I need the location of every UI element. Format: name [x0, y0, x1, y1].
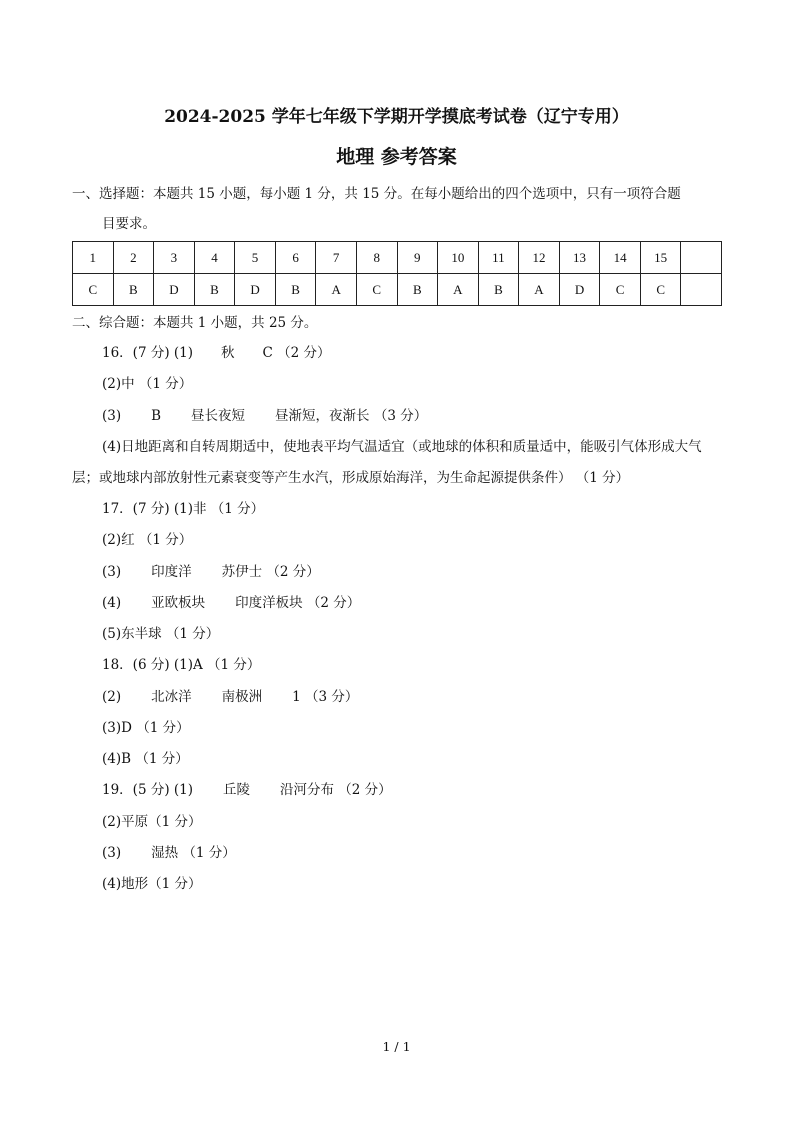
q19-part3-climate: 湿热 （1 分） [151, 845, 236, 861]
answer-table-number-row [73, 242, 722, 274]
q18-part2-number: 1 （3 分） [292, 689, 359, 705]
question-number-cell: 9 [397, 242, 438, 274]
answer-table [72, 241, 722, 306]
page-number: 1 / 1 [382, 1039, 411, 1054]
answer-cell: C [73, 274, 114, 306]
q17-line4 [102, 593, 360, 613]
q19-line2: (2)平原（1 分） [102, 814, 202, 830]
q16-line4: (4)日地距离和自转周期适中，使地表平均气温适宜（或地球的体积和质量适中，能吸引气体形成大气 [102, 439, 702, 455]
q18-line2 [102, 687, 358, 707]
question-number-cell: 2 [113, 242, 154, 274]
question-number-cell: 10 [438, 242, 479, 274]
section1-instructions-cont: 目要求。 [102, 216, 156, 232]
question-number-cell: 4 [194, 242, 235, 274]
q19-line4: (4)地形（1 分） [102, 876, 202, 892]
answer-cell: B [194, 274, 235, 306]
q17-line1: 17．(7 分) (1)非 （1 分） [102, 501, 265, 517]
document-title: 2024-2025 学年七年级下学期开学摸底考试卷（辽宁专用） [164, 107, 629, 127]
answer-cell: C [600, 274, 641, 306]
question-number-cell: 6 [275, 242, 316, 274]
q16-line5: 层；或地球内部放射性元素衰变等产生水汽，形成原始海洋，为生命起源提供条件） （1 分） [72, 470, 630, 486]
answer-cell: A [316, 274, 357, 306]
q19-line1 [102, 780, 392, 800]
question-number-cell: 3 [154, 242, 195, 274]
q16-line2: (2)中 （1 分） [102, 376, 193, 392]
q18-part2-ocean: 北冰洋 [151, 689, 192, 705]
q16-line3 [102, 406, 427, 426]
q19-part1-distribution: 沿河分布 （2 分） [280, 782, 392, 798]
q17-part4-plate2: 印度洋板块 （2 分） [235, 595, 361, 611]
q16-answer-season: 秋 [221, 345, 235, 361]
q19-part1-terrain: 丘陵 [223, 782, 251, 798]
q17-part4-plate1: 亚欧板块 [151, 595, 206, 611]
answer-table-answer-row [73, 274, 722, 306]
q17-line5: (5)东半球 （1 分） [102, 626, 220, 642]
q19-line3 [102, 843, 236, 863]
answer-cell: D [235, 274, 276, 306]
question-number-cell: 5 [235, 242, 276, 274]
q19-label: 19．(5 分) (1) [102, 782, 194, 798]
q16-part3-day-long: 昼长夜短 [191, 408, 246, 424]
question-number-cell: 11 [478, 242, 519, 274]
q18-line4: (4)B （1 分） [102, 751, 189, 767]
question-number-cell: 8 [356, 242, 397, 274]
answer-cell: B [478, 274, 519, 306]
answer-cell: D [559, 274, 600, 306]
q18-part2-continent: 南极洲 [221, 689, 263, 705]
question-number-cell: 14 [600, 242, 641, 274]
question-number-cell: 7 [316, 242, 357, 274]
answer-cell-empty [681, 274, 722, 306]
section1-instructions: 一、选择题：本题共 15 小题，每小题 1 分，共 15 分。在每小题给出的四个选项中，只有一项符合题 [72, 186, 681, 202]
answer-cell: C [356, 274, 397, 306]
q17-part4-label: (4) [102, 595, 122, 611]
q17-line3 [102, 562, 320, 582]
q19-part3-label: (3) [102, 845, 122, 861]
answer-cell: A [519, 274, 560, 306]
q18-part2-label: (2) [102, 689, 122, 705]
answer-cell: B [397, 274, 438, 306]
question-number-cell: 12 [519, 242, 560, 274]
q16-part3-trend: 昼渐短，夜渐长 （3 分） [275, 408, 428, 424]
q18-line3: (3)D （1 分） [102, 720, 190, 736]
question-number-cell: 13 [559, 242, 600, 274]
q17-line2: (2)红 （1 分） [102, 532, 193, 548]
q16-label: 16．(7 分) (1) [102, 345, 194, 361]
q16-part3-label: (3) [102, 408, 122, 424]
q18-line1: 18．(6 分) (1)A （1 分） [102, 657, 261, 673]
answer-cell: B [275, 274, 316, 306]
answer-cell: A [438, 274, 479, 306]
document-subtitle: 地理 参考答案 [336, 146, 457, 168]
q16-answer-c: C （2 分） [262, 345, 331, 361]
question-number-cell: 15 [640, 242, 681, 274]
q16-part3-b: B [151, 408, 162, 424]
q17-part3-label: (3) [102, 564, 122, 580]
question-number-cell: 1 [73, 242, 114, 274]
answer-cell: B [113, 274, 154, 306]
answer-cell: C [640, 274, 681, 306]
q17-part3-canal: 苏伊士 （2 分） [221, 564, 320, 580]
section2-heading: 二、综合题：本题共 1 小题，共 25 分。 [72, 315, 318, 331]
q16-line1 [102, 343, 331, 363]
question-number-cell-empty [681, 242, 722, 274]
answer-cell: D [154, 274, 195, 306]
q17-part3-ocean: 印度洋 [151, 564, 192, 580]
